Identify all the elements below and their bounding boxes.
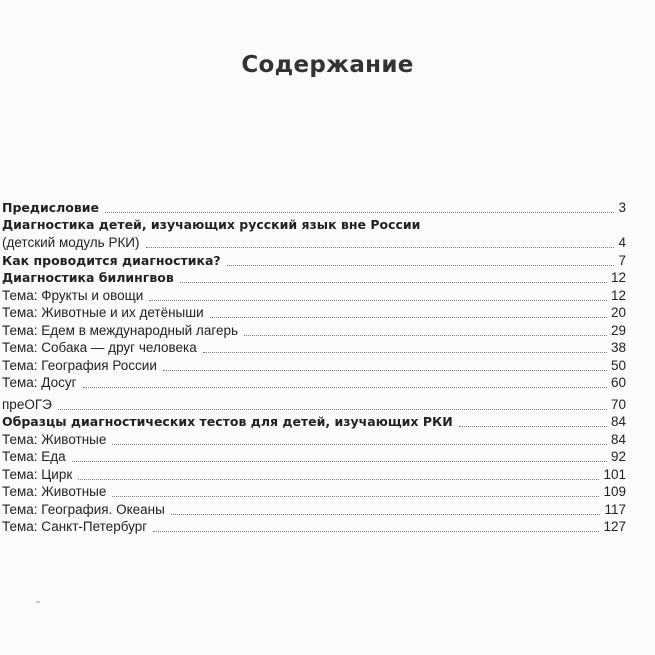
toc-entry bbox=[2, 483, 626, 501]
dot-leader bbox=[153, 531, 599, 532]
toc-entry-label: Образцы диагностических тестов для детей, изучающих РКИ bbox=[2, 414, 453, 429]
toc-entry-page: 4 bbox=[618, 235, 626, 250]
dot-leader bbox=[83, 387, 607, 388]
toc-entry bbox=[2, 321, 626, 339]
toc-entry-page: 38 bbox=[610, 340, 626, 355]
dot-leader bbox=[78, 479, 599, 480]
toc-entry-page: 117 bbox=[604, 501, 626, 517]
toc-entry-label: Тема: Едем в международный лагерь bbox=[2, 322, 238, 338]
toc-entry-label: (детский модуль РКИ) bbox=[2, 235, 140, 250]
toc-entry-test-samples bbox=[2, 413, 626, 431]
dot-leader bbox=[112, 496, 599, 497]
toc-entry-label: Тема: Собака — друг человека bbox=[2, 340, 197, 355]
toc-entry-page: 92 bbox=[610, 449, 626, 464]
toc-entry bbox=[2, 518, 626, 536]
toc-entry bbox=[2, 356, 626, 374]
toc-entry-page: 50 bbox=[610, 357, 626, 373]
toc-entry bbox=[2, 500, 626, 518]
toc-entry bbox=[2, 465, 626, 483]
toc-entry-diagnostics-abroad bbox=[2, 216, 626, 234]
toc-entry-page: 20 bbox=[610, 305, 626, 320]
toc-entry bbox=[2, 448, 626, 466]
dot-leader bbox=[459, 426, 607, 427]
toc-entry-label: Тема: Досуг bbox=[2, 375, 77, 390]
dot-leader bbox=[163, 370, 607, 371]
toc-entry-preface bbox=[2, 196, 626, 216]
toc-entry-label: Тема: Цирк bbox=[2, 466, 73, 482]
toc-entry-label: Тема: Фрукты и овощи bbox=[2, 287, 144, 303]
dot-leader bbox=[180, 282, 607, 283]
dot-leader bbox=[72, 461, 607, 462]
toc-entry-page: 12 bbox=[610, 270, 626, 285]
dot-leader bbox=[203, 352, 607, 353]
toc-entry-bilinguals bbox=[2, 269, 626, 287]
toc-entry-page: 70 bbox=[610, 396, 626, 412]
toc-entry bbox=[2, 286, 626, 304]
dot-leader bbox=[244, 335, 607, 336]
page-title: Содержание bbox=[241, 52, 414, 78]
toc-entry-label: Диагностика детей, изучающих русский язык вне России bbox=[2, 217, 421, 232]
toc-entry-label: Тема: География. Океаны bbox=[2, 501, 165, 517]
toc-entry-label: Тема: Животные bbox=[2, 484, 107, 499]
toc-entry-label: Тема: География России bbox=[2, 357, 157, 373]
toc-entry-page: 101 bbox=[603, 466, 626, 482]
toc-entry bbox=[2, 339, 626, 357]
toc-entry-label: Тема: Животные bbox=[2, 431, 107, 447]
toc-entry-label: преОГЭ bbox=[2, 396, 52, 412]
page-mark bbox=[36, 601, 40, 603]
dot-leader bbox=[105, 212, 614, 213]
toc-entry-label: Тема: Животные и их детёныши bbox=[2, 305, 204, 320]
toc-entry-page: 12 bbox=[610, 287, 626, 303]
toc-entry-label: Предисловие bbox=[2, 200, 100, 215]
table-of-contents bbox=[2, 196, 626, 535]
dot-leader bbox=[58, 409, 607, 410]
toc-entry-label: Диагностика билингвов bbox=[2, 270, 174, 285]
toc-entry-page: 127 bbox=[603, 519, 626, 534]
toc-entry-page: 29 bbox=[610, 322, 626, 338]
toc-entry-label: Тема: Санкт-Петербург bbox=[2, 519, 148, 534]
toc-entry bbox=[2, 430, 626, 448]
dot-leader bbox=[171, 514, 601, 515]
toc-entry-page: 84 bbox=[610, 414, 626, 429]
toc-entry-page: 84 bbox=[610, 431, 626, 447]
dot-leader bbox=[146, 247, 615, 248]
toc-entry bbox=[2, 374, 626, 392]
toc-entry-page: 109 bbox=[603, 484, 626, 499]
dot-leader bbox=[112, 444, 607, 445]
toc-entry-how-diagnostics bbox=[2, 251, 626, 269]
toc-entry-label: Тема: Еда bbox=[2, 449, 66, 464]
dot-leader bbox=[149, 300, 607, 301]
toc-entry-diagnostics-abroad-cont bbox=[2, 234, 626, 252]
toc-entry-page: 3 bbox=[618, 200, 626, 215]
toc-entry-page: 7 bbox=[618, 252, 626, 268]
toc-entry-preoge bbox=[2, 395, 626, 413]
toc-entry bbox=[2, 304, 626, 322]
toc-entry-label: Как проводится диагностика? bbox=[2, 252, 221, 268]
dot-leader bbox=[210, 317, 607, 318]
dot-leader bbox=[227, 265, 615, 266]
toc-entry-page: 60 bbox=[610, 375, 626, 390]
